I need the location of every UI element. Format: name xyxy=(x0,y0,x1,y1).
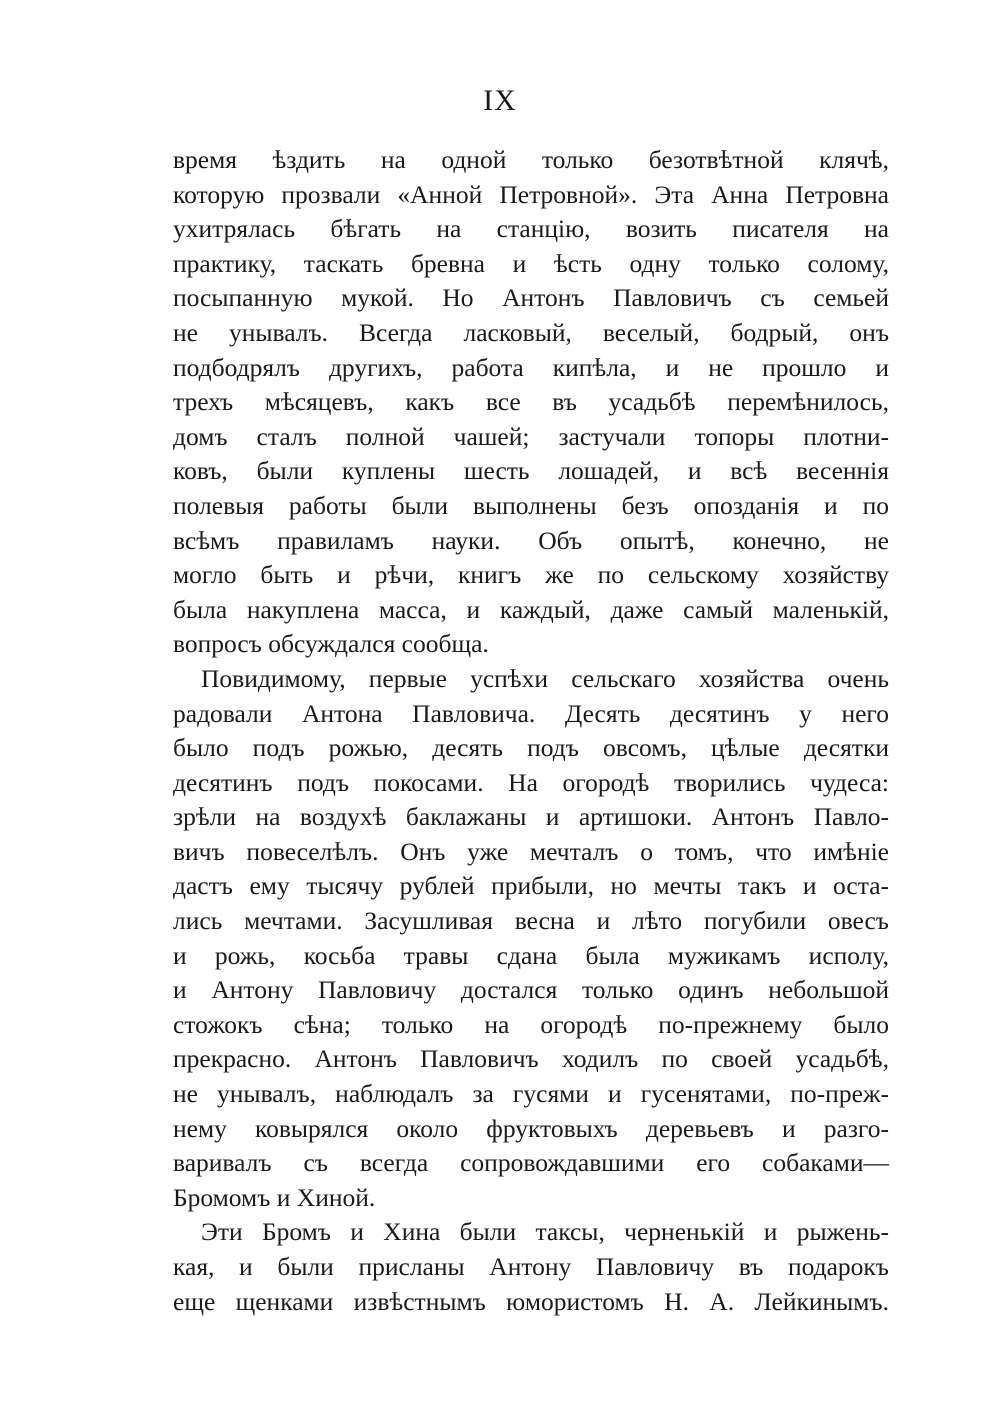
text-line: которую прозвали «Анной Петровной». Эта Анна Петровна xyxy=(173,179,889,209)
text-line: кая, и были присланы Антону Павловичу въ подарокъ xyxy=(173,1252,889,1281)
text-line: трехъ мѣсяцевъ, какъ все въ усадьбѣ перемѣнилось, xyxy=(173,387,889,417)
paragraph-2 xyxy=(173,662,889,1216)
text-line: полевыя работы были выполнены безъ опозданія и по xyxy=(173,490,889,520)
text-line: подбодрялъ другихъ, работа кипѣла, и не прошло и xyxy=(173,352,889,382)
page-number: IX xyxy=(483,84,517,117)
text-line: всѣмъ правиламъ науки. Объ опытѣ, конечно, не xyxy=(173,525,889,555)
text-line: варивалъ съ всегда сопровождавшими его собаками— xyxy=(173,1148,889,1178)
paragraph-3 xyxy=(173,1215,889,1319)
text-line: посыпанную мукой. Но Антонъ Павловичъ съ семьей xyxy=(173,283,889,313)
text-line: была накуплена масса, и каждый, даже самый маленькій, xyxy=(173,594,889,624)
text-line: стожокъ сѣна; только на огородѣ по-прежнему было xyxy=(173,1009,889,1039)
text-line: вичъ повеселѣлъ. Онъ уже мечталъ о томъ, что имѣніе xyxy=(173,836,889,866)
text-line: Бромомъ и Хиной. xyxy=(173,1182,376,1212)
text-line: было подъ рожью, десять подъ овсомъ, цѣлые десятки xyxy=(173,733,889,763)
text-line: время ѣздить на одной только безотвѣтной клячѣ, xyxy=(173,145,889,174)
text-line: лись мечтами. Засушливая весна и лѣто погубили овесъ xyxy=(173,906,889,936)
text-line: Эти Бромъ и Хина были таксы, черненькій и рыжень- xyxy=(201,1217,889,1247)
paragraph-1 xyxy=(173,143,889,662)
text-line: прекрасно. Антонъ Павловичъ ходилъ по своей усадьбѣ, xyxy=(173,1044,889,1074)
text-line: не унывалъ, наблюдалъ за гусями и гусенятами, по-преж- xyxy=(173,1079,889,1109)
text-line: вопросъ обсуждался сообща. xyxy=(173,629,489,659)
text-line: дастъ ему тысячу рублей прибыли, но мечты такъ и оста- xyxy=(173,871,889,901)
text-line: и рожь, косьба травы сдана была мужикамъ исполу, xyxy=(173,940,889,970)
text-line: десятинъ подъ покосами. На огородѣ творились чудеса: xyxy=(173,767,889,797)
text-line: могло быть и рѣчи, книгъ же по сельскому хозяйству xyxy=(173,560,889,590)
body-text xyxy=(173,143,889,1319)
text-line: ухитрялась бѣгать на станцію, возить писателя на xyxy=(173,214,889,244)
text-line: ковъ, были куплены шесть лошадей, и всѣ весеннія xyxy=(173,456,889,486)
text-line: нему ковырялся около фруктовыхъ деревьевъ и разго- xyxy=(173,1113,889,1143)
text-line: домъ сталъ полной чашей; застучали топоры плотни- xyxy=(173,421,889,451)
text-line: и Антону Павловичу достался только одинъ небольшой xyxy=(173,975,889,1005)
text-line: Повидимому, первые успѣхи сельскаго хозяйства очень xyxy=(201,663,889,693)
text-line: еще щенками извѣстнымъ юмористомъ Н. А. Лейкинымъ. xyxy=(173,1286,889,1316)
text-line: зрѣли на воздухѣ баклажаны и артишоки. Антонъ Павло- xyxy=(173,802,889,832)
text-line: практику, таскать бревна и ѣсть одну только солому, xyxy=(173,248,889,278)
text-line: радовали Антона Павловича. Десять десятинъ у него xyxy=(173,698,889,728)
text-line: не унывалъ. Всегда ласковый, веселый, бодрый, онъ xyxy=(173,317,889,347)
